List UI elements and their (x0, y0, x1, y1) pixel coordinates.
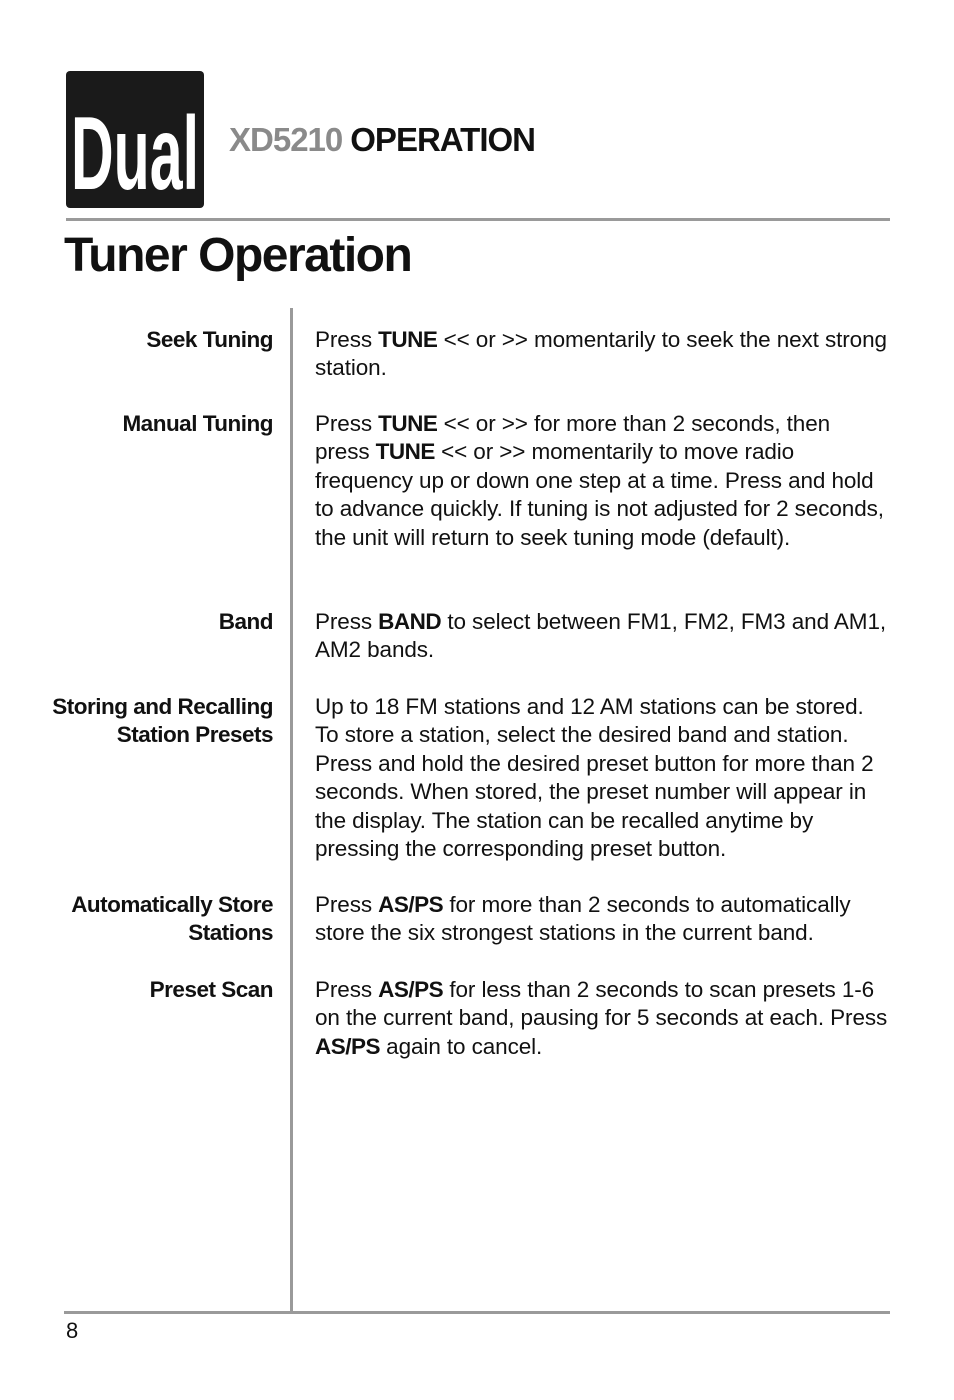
bottom-rule (64, 1311, 890, 1314)
dual-logo (66, 71, 204, 208)
section-body-storing-presets (315, 693, 890, 863)
section-body-preset-scan (315, 976, 890, 1061)
body-text: << or >> momentarily to seek the next strong station. (315, 327, 887, 381)
header-title (229, 118, 535, 162)
section-body-auto-store (315, 891, 890, 948)
key-name: TUNE (378, 327, 438, 352)
model-number: XD5210 (229, 121, 343, 158)
body-text: << or >> momentarily to move radio frequency up or down one step at a time. Press and hold to advance quickly. If tuning is not adjusted for 2 seconds, the unit will return to seek tuning mode (default). (315, 439, 884, 550)
body-text: again to cancel. (380, 1033, 543, 1059)
dual-logo-mark (66, 71, 204, 208)
section-label-auto-store: Automatically Store Stations (71, 892, 273, 946)
body-text: Press (315, 327, 379, 352)
key-name: TUNE (378, 411, 438, 436)
body-text: for less than 2 seconds to scan presets 1-6 on the current band, pausing for 5 seconds at each. Press (315, 977, 888, 1031)
section-label-seek-tuning: Seek Tuning (146, 327, 273, 352)
top-rule (66, 218, 890, 221)
body-text: Up to 18 FM stations and 12 AM stations can be stored. To store a station, select the desired band and station. Press and hold the desired preset button for more than 2 seconds. When stored, the preset number will appear in the display. The station can be recalled anytime by pressing the corresponding preset button. (315, 694, 874, 862)
key-name: AS/PS (378, 977, 444, 1002)
body-text: to select between FM1, FM2, FM3 and AM1, AM2 bands. (315, 609, 887, 663)
column-divider (290, 308, 293, 1312)
body-text: Press (315, 609, 379, 634)
key-name: TUNE (375, 439, 435, 465)
body-text: Press (315, 892, 379, 917)
operation-label: OPERATION (350, 121, 535, 158)
section-label-storing-presets: Storing and Recalling Station Presets (52, 694, 273, 748)
section-label-preset-scan: Preset Scan (149, 977, 273, 1002)
body-text: << or >> for more than 2 seconds, then press (315, 411, 831, 465)
body-text: for more than 2 seconds to automatically store the six strongest stations in the current band. (315, 892, 851, 946)
key-name: AS/PS (378, 892, 444, 917)
body-text: Press (315, 977, 379, 1002)
key-name: BAND (378, 609, 442, 634)
section-body-band (315, 608, 890, 665)
page-number: 8 (66, 1318, 79, 1343)
page-title: Tuner Operation (64, 229, 412, 282)
body-text: Press (315, 411, 379, 436)
section-body-seek-tuning (315, 326, 890, 383)
dual-logo-text: Dual (71, 96, 199, 208)
section-label-manual-tuning: Manual Tuning (122, 411, 273, 436)
section-body-manual-tuning (315, 410, 890, 552)
key-name: AS/PS (315, 1033, 381, 1059)
section-label-band: Band (218, 609, 273, 634)
